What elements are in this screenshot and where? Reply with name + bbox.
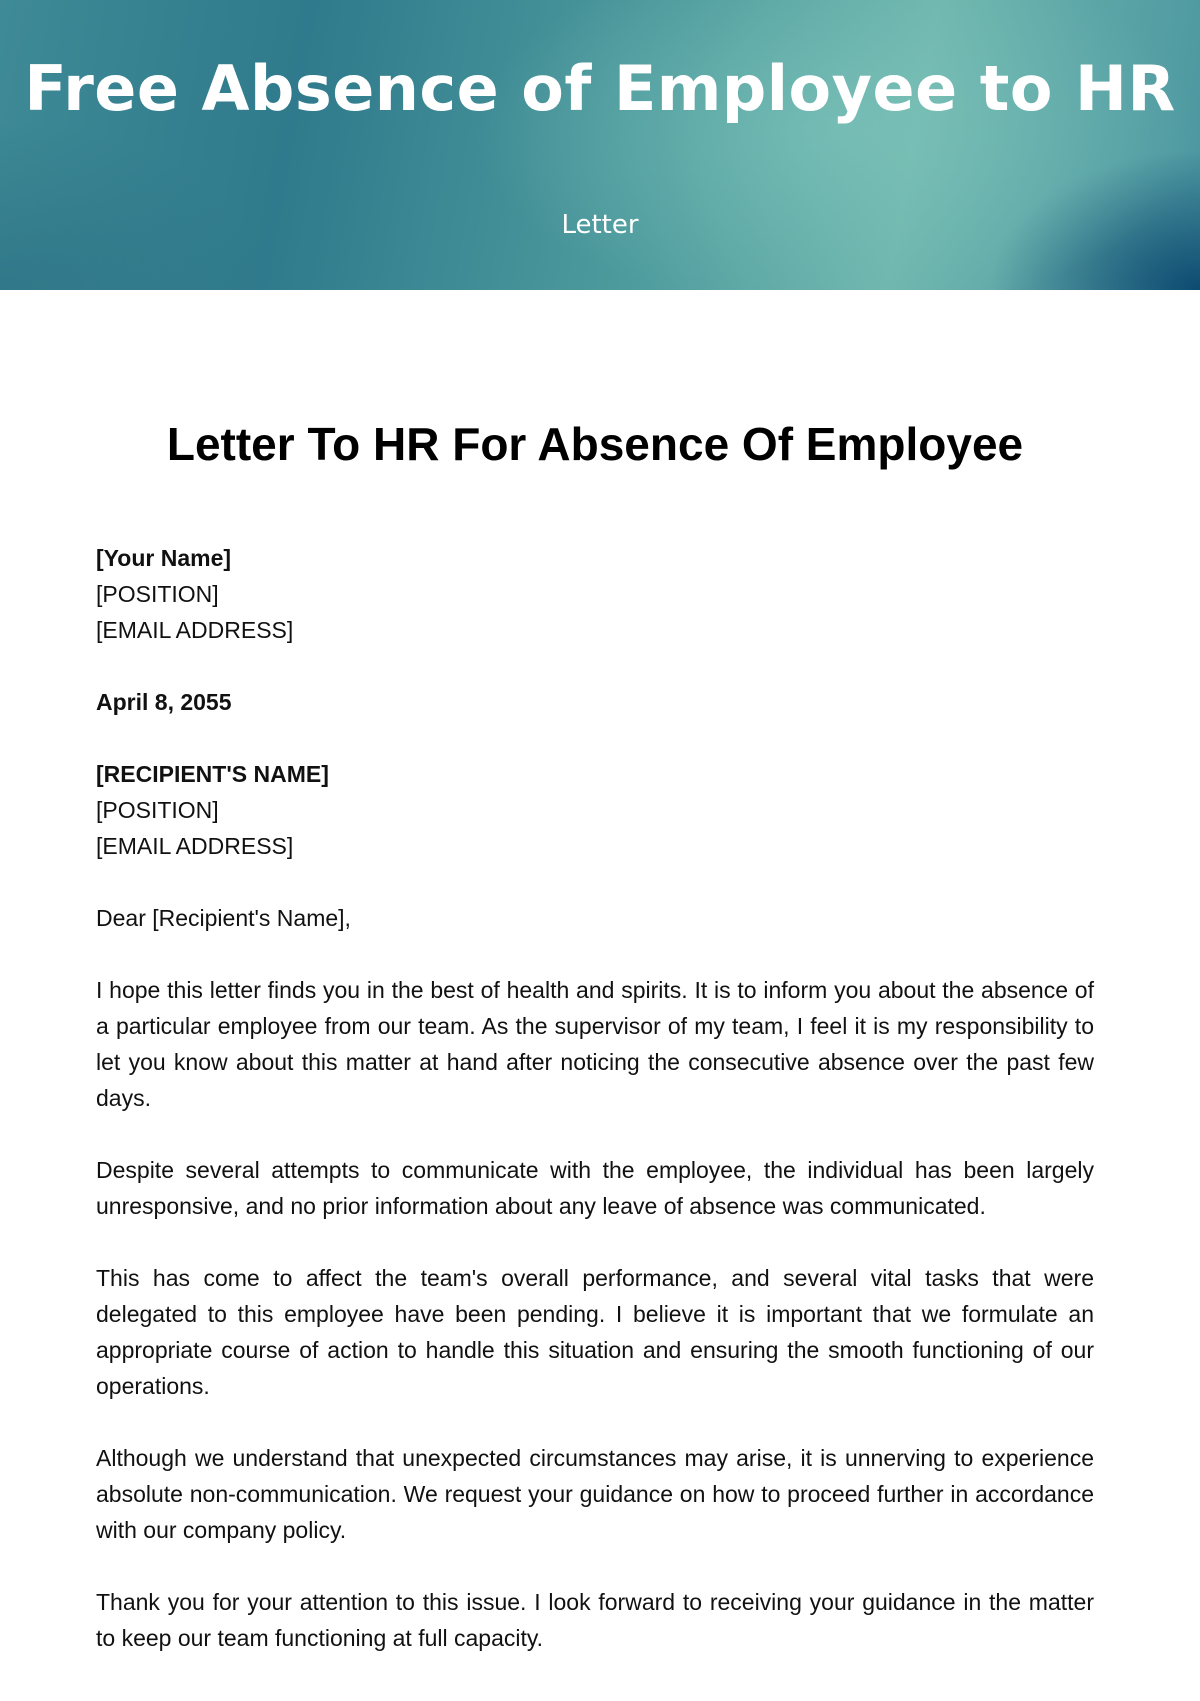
- salutation: Dear [Recipient's Name],: [96, 905, 351, 931]
- sender-block: [96, 540, 1094, 648]
- header-banner: [0, 0, 1200, 290]
- letter-title: Letter To HR For Absence Of Employee: [166, 418, 1024, 470]
- banner-title: Free Absence of Employee to HR: [24, 52, 1176, 125]
- recipient-name: [RECIPIENT'S NAME]: [96, 761, 329, 787]
- letter-body: [96, 416, 1094, 1692]
- sender-name: [Your Name]: [96, 545, 232, 571]
- date-block: [96, 684, 1094, 720]
- body-paragraph-2: Despite several attempts to communicate with the employee, the individual has been largely unresponsive, and no prior information about any leave of absence was communicated.: [96, 1157, 1094, 1219]
- body-paragraph-3: This has come to affect the team's overall performance, and several vital tasks that were delegated to this employee have been pending. I believe it is important that we formulate an appropriate course of action to handle this situation and ensuring the smooth functioning of our operations.: [96, 1265, 1094, 1399]
- body-paragraph-5: Thank you for your attention to this issue. I look forward to receiving your guidance in the matter to keep our team functioning at full capacity.: [96, 1589, 1094, 1651]
- banner-subtitle: Letter: [561, 210, 639, 240]
- recipient-email: [EMAIL ADDRESS]: [96, 833, 294, 859]
- letter-date: April 8, 2055: [96, 689, 232, 715]
- sender-email: [EMAIL ADDRESS]: [96, 617, 294, 643]
- sender-position: [POSITION]: [96, 581, 219, 607]
- body-paragraph-1: I hope this letter finds you in the best of health and spirits. It is to inform you about the absence of a particular employee from our team. As the supervisor of my team, I feel it is my responsibility to let you know about this matter at hand after noticing the consecutive absence over the past few days.: [96, 977, 1094, 1111]
- body-paragraph-4: Although we understand that unexpected circumstances may arise, it is unnerving to experience absolute non-communication. We request your guidance on how to proceed further in accordance with our company policy.: [96, 1445, 1094, 1543]
- recipient-position: [POSITION]: [96, 797, 219, 823]
- recipient-block: [96, 756, 1094, 864]
- salutation-block: [96, 900, 1094, 936]
